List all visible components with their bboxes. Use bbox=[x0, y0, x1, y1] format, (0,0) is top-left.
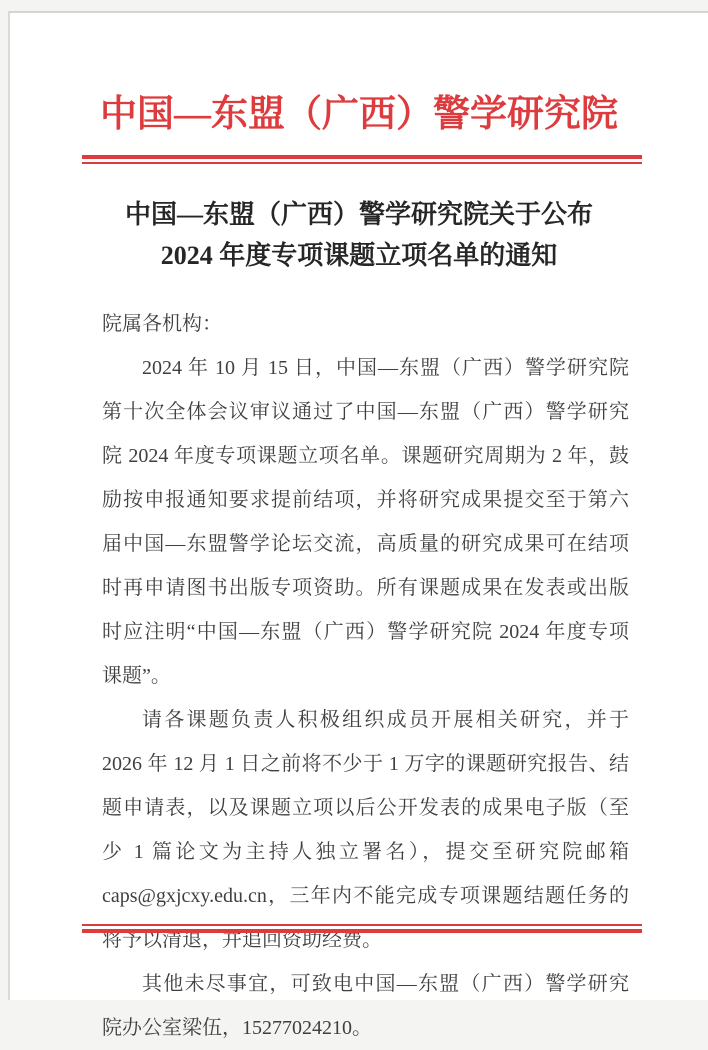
notice-title-line2: 2024 年度专项课题立项名单的通知 bbox=[160, 241, 558, 270]
text-line: 课题”。 bbox=[102, 665, 171, 687]
text-line: 其他未尽事宜，可致电中国—东盟（广西）警学研究 bbox=[142, 973, 629, 995]
text-line: 第十次全体会议审议通过了中国—东盟（广西）警学研究 bbox=[102, 401, 629, 423]
text-line: 少 1 篇论文为主持人独立署名），提交至研究院邮箱 bbox=[102, 841, 629, 863]
document-page bbox=[8, 11, 708, 1039]
text-line: caps@gxjcxy.edu.cn，三年内不能完成专项课题结题任务的 bbox=[102, 885, 629, 907]
text-line: 题申请表，以及课题立项以后公开发表的成果电子版（至 bbox=[102, 797, 629, 819]
paragraph bbox=[102, 302, 629, 346]
text-line: 将予以清退，并追回资助经费。 bbox=[102, 929, 382, 951]
notice-title-line1: 中国—东盟（广西）警学研究院关于公布 bbox=[124, 200, 593, 229]
text-line: 励按申报通知要求提前结项，并将研究成果提交至于第六 bbox=[102, 489, 629, 511]
notice-body bbox=[102, 302, 629, 1050]
letterhead-divider bbox=[82, 155, 642, 164]
paragraph bbox=[102, 346, 629, 698]
text-line: 请各课题负责人积极组织成员开展相关研究，并于 bbox=[142, 709, 629, 731]
text-line: 院 2024 年度专项课题立项名单。课题研究周期为 2 年，鼓 bbox=[102, 445, 629, 467]
footer-divider bbox=[82, 924, 642, 933]
letterhead-org-name: 中国—东盟（广西）警学研究院 bbox=[100, 94, 618, 135]
text-line: 院办公室梁伍，15277024210。 bbox=[102, 1017, 372, 1039]
text-line: 时再申请图书出版专项资助。所有课题成果在发表或出版 bbox=[102, 577, 629, 599]
text-line: 2024 年 10 月 15 日，中国—东盟（广西）警学研究院 bbox=[142, 357, 629, 379]
text-line: 2026 年 12 月 1 日之前将不少于 1 万字的课题研究报告、结 bbox=[102, 753, 629, 775]
text-line: 时应注明“中国—东盟（广西）警学研究院 2024 年度专项 bbox=[102, 621, 629, 643]
notice-title bbox=[10, 194, 708, 276]
paragraph bbox=[102, 698, 629, 962]
text-line: 院属各机构： bbox=[102, 313, 222, 335]
text-line: 届中国—东盟警学论坛交流，高质量的研究成果可在结项 bbox=[102, 533, 629, 555]
paragraph bbox=[102, 962, 629, 1050]
